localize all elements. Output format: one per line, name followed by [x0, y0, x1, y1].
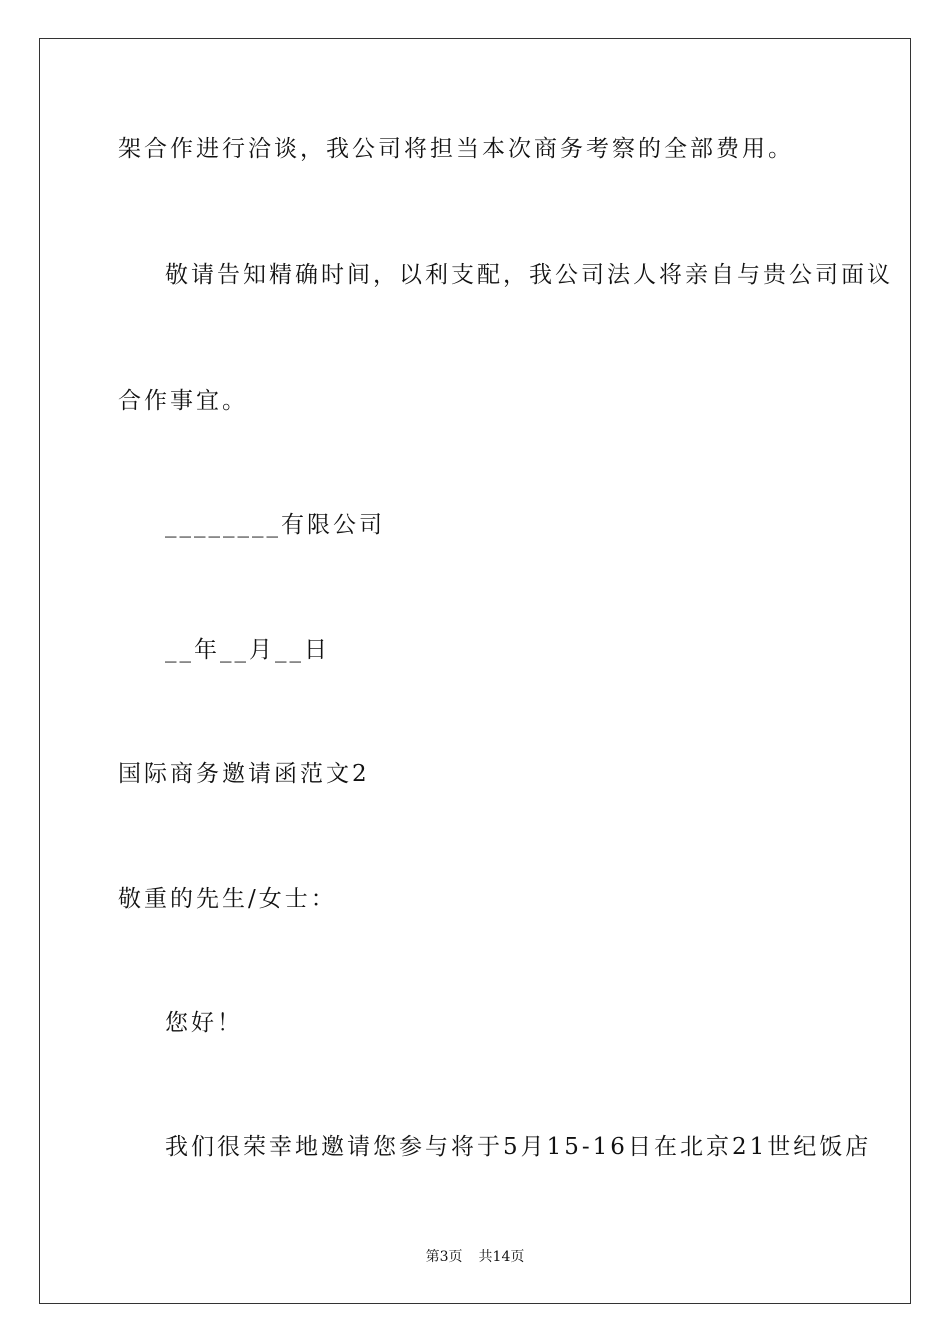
page-border — [39, 38, 911, 1304]
salutation: 敬重的先生/女士： — [118, 886, 337, 912]
greeting: 您好！ — [165, 1010, 243, 1036]
page-footer — [0, 1248, 950, 1266]
page-number: 第3页 — [425, 1249, 463, 1265]
paragraph-line: 架合作进行洽谈，我公司将担当本次商务考察的全部费用。 — [118, 136, 794, 162]
section-heading: 国际商务邀请函范文2 — [118, 761, 370, 787]
page-total: 共14页 — [478, 1249, 525, 1265]
paragraph-line: 合作事宜。 — [118, 388, 248, 414]
paragraph-line: 我们很荣幸地邀请您参与将于5月15-16日在北京21世纪饭店 — [165, 1134, 872, 1160]
paragraph-line: 敬请告知精确时间，以利支配，我公司法人将亲自与贵公司面议 — [165, 262, 893, 288]
company-signature-line: ________有限公司 — [165, 512, 385, 538]
date-line: __年__月__日 — [165, 637, 330, 663]
